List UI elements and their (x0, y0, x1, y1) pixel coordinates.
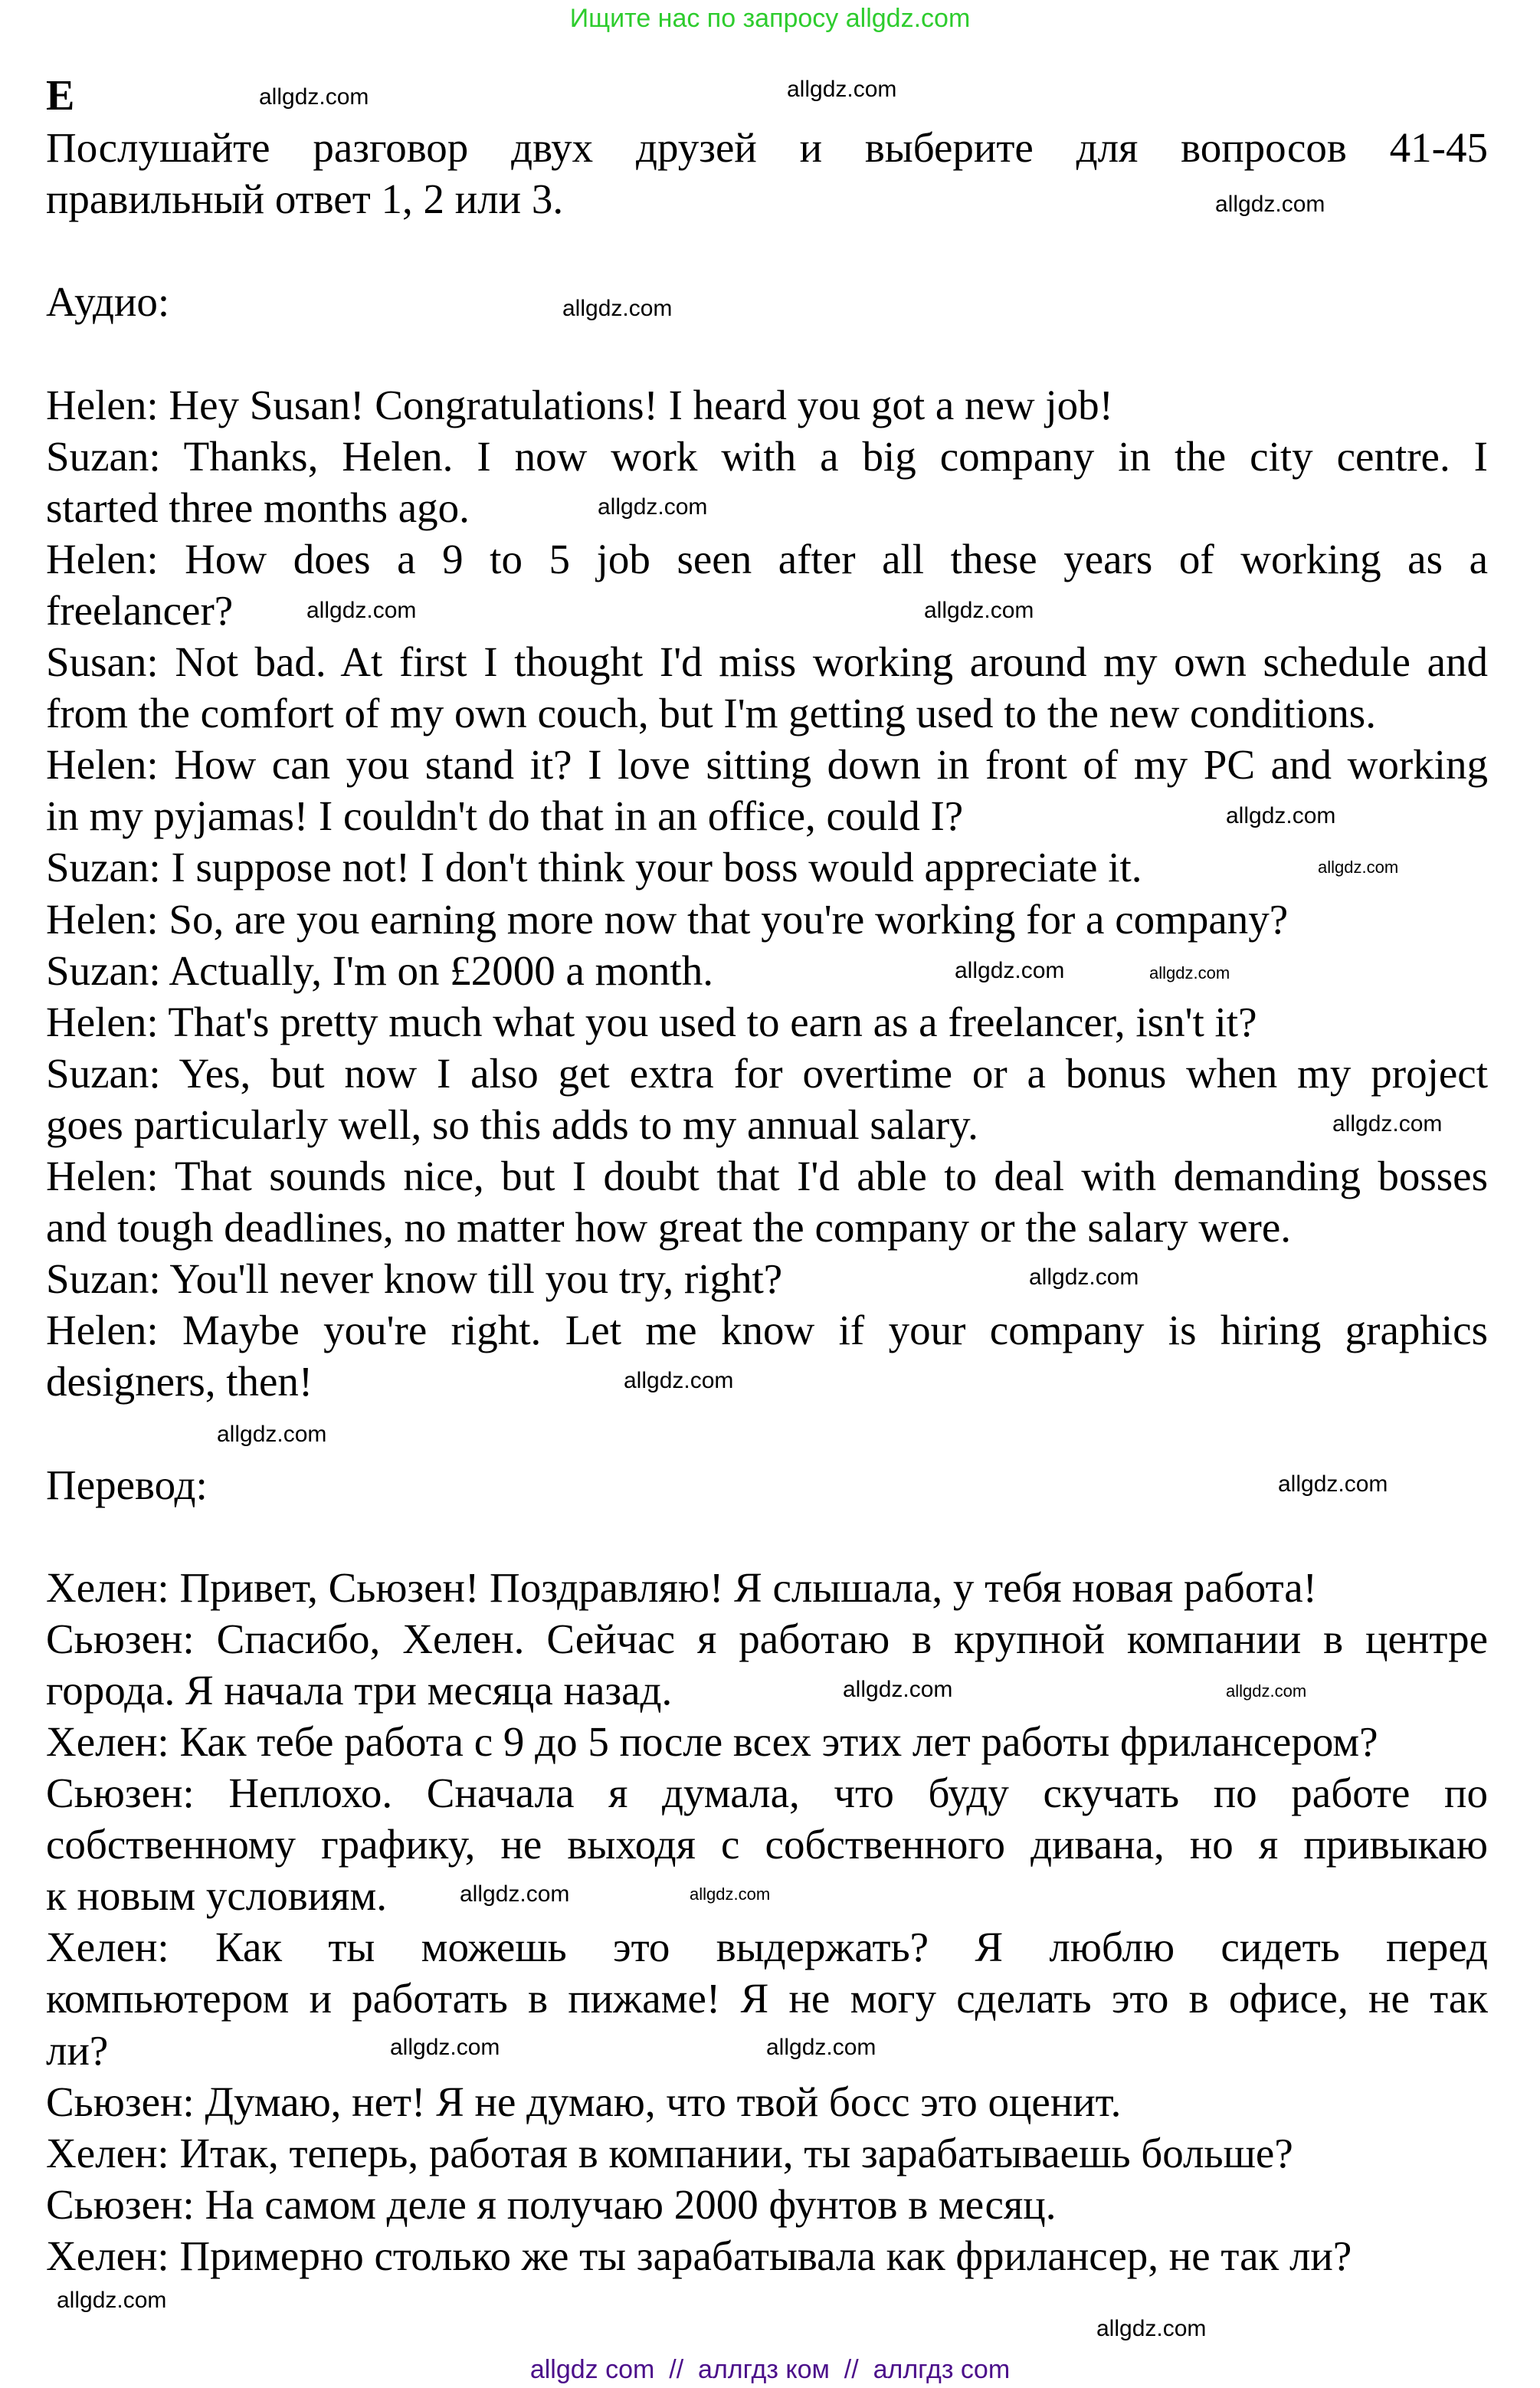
text-line: города. Я начала три месяца назад. (46, 1666, 673, 1714)
text-line: Сьюзен: На самом деле я получаю 2000 фунтов в месяц. (46, 2180, 1057, 2228)
blank-line (46, 327, 1488, 379)
text-line: к новым условиям. (46, 1872, 387, 1920)
text-line: Helen: So, are you earning more now that you're working for a company? (46, 895, 1289, 943)
text-line: in my pyjamas! I couldn't do that in an office, could I? (46, 792, 964, 840)
text-line: Helen: How can you stand it? I love sitting down in front of my PC and working (46, 741, 1488, 789)
text-line: Helen: Hey Susan! Congratulations! I heard you got a new job! (46, 381, 1113, 428)
text-line: Helen: Maybe you're right. Let me know if your company is hiring graphics (46, 1307, 1488, 1354)
text-line: Послушайте разговор двух друзей и выберите для вопросов 41-45 (46, 124, 1488, 172)
text-line: правильный ответ 1, 2 или 3. (46, 175, 564, 223)
text-line: Аудио: (46, 278, 170, 326)
text-line: Suzan: Yes, but now I also get extra for overtime or a bonus when my project (46, 1049, 1488, 1097)
text-line: and tough deadlines, no matter how great the company or the salary were. (46, 1204, 1291, 1251)
text-line: freelancer? (46, 586, 234, 634)
watermark: allgdz.com (1215, 192, 1325, 217)
text-line: Хелен: Привет, Сьюзен! Поздравляю! Я слышала, у тебя новая работа! (46, 1563, 1317, 1611)
text-line: Suzan: I suppose not! I don't think your boss would appreciate it. (46, 844, 1142, 891)
text-line: Хелен: Как тебе работа с 9 до 5 после всех этих лет работы фрилансером? (46, 1718, 1378, 1765)
text-line: Хелен: Примерно столько же ты зарабатывала как фрилансер, не так ли? (46, 2232, 1352, 2279)
text-line: from the comfort of my own couch, but I'm getting used to the new conditions. (46, 690, 1376, 737)
bottom-banner[interactable]: allgdz com // аллгдз ком // аллгдз com (529, 2355, 1011, 2384)
text-line: ли? (46, 2026, 109, 2074)
blank-line (46, 1511, 1488, 1562)
text-line: Хелен: Итак, теперь, работая в компании, ты зарабатываешь больше? (46, 2129, 1293, 2176)
text-line: goes particularly well, so this adds to my annual salary. (46, 1101, 978, 1148)
text-line: Перевод: (46, 1461, 208, 1508)
text-line: Susan: Not bad. At first I thought I'd miss working around my own schedule and (46, 638, 1488, 686)
watermark: allgdz.com (57, 2288, 167, 2313)
watermark: allgdz.com (1096, 2316, 1207, 2341)
watermark: allgdz.com (460, 1881, 570, 1907)
text-line: Сьюзен: Неплохо. Сначала я думала, что буду скучать по работе по (46, 1770, 1488, 1817)
text-line: Хелен: Как ты можешь это выдержать? Я люблю сидеть перед (46, 1924, 1488, 1971)
text-line: Suzan: Thanks, Helen. I now work with a big company in the city centre. I (46, 432, 1488, 480)
section-letter: E (46, 72, 75, 120)
text-line: Suzan: You'll never know till you try, right? (46, 1255, 783, 1303)
watermark: allgdz.com (1332, 1111, 1443, 1137)
watermark: allgdz.com (624, 1368, 734, 1393)
top-banner[interactable]: Ищите нас по запросу allgdz.com (569, 4, 971, 33)
text-line: Suzan: Actually, I'm on £2000 a month. (46, 946, 713, 994)
watermark: allgdz.com (1226, 803, 1336, 828)
watermark: allgdz.com (787, 77, 897, 102)
watermark: allgdz.com (924, 598, 1034, 623)
text-line: Helen: That's pretty much what you used to earn as a freelancer, isn't it? (46, 998, 1257, 1045)
text-line: Сьюзен: Спасибо, Хелен. Сейчас я работаю в крупной компании в центре (46, 1615, 1488, 1662)
watermark: allgdz.com (598, 494, 708, 520)
watermark: allgdz.com (955, 958, 1065, 983)
text-line: Сьюзен: Думаю, нет! Я не думаю, что твой босс это оценит. (46, 2078, 1122, 2125)
watermark: allgdz.com (259, 84, 369, 110)
watermark: allgdz.com (390, 2035, 500, 2060)
watermark: allgdz.com (1278, 1471, 1388, 1497)
watermark: allgdz.com (1226, 1681, 1307, 1701)
watermark: allgdz.com (1318, 858, 1399, 877)
watermark: allgdz.com (690, 1884, 771, 1904)
text-line: Helen: That sounds nice, but I doubt that I'd able to deal with demanding bosses (46, 1152, 1488, 1199)
watermark: allgdz.com (766, 2035, 876, 2060)
text-line: designers, then! (46, 1358, 313, 1406)
watermark: allgdz.com (1149, 963, 1230, 982)
text-line: собственному графику, не выходя с собственного дивана, но я привыкаю (46, 1821, 1488, 1868)
document-body (46, 71, 1488, 2281)
text-line: компьютером и работать в пижаме! Я не могу сделать это в офисе, не так (46, 1975, 1488, 2022)
paragraphs (46, 122, 1488, 2281)
watermark: allgdz.com (562, 296, 673, 321)
watermark: allgdz.com (843, 1677, 953, 1702)
text-line: started three months ago. (46, 484, 470, 531)
watermark: allgdz.com (1029, 1265, 1139, 1290)
watermark: allgdz.com (217, 1422, 327, 1447)
watermark: allgdz.com (306, 598, 417, 623)
blank-line (46, 225, 1488, 276)
text-line: Helen: How does a 9 to 5 job seen after all these years of working as a (46, 535, 1488, 582)
